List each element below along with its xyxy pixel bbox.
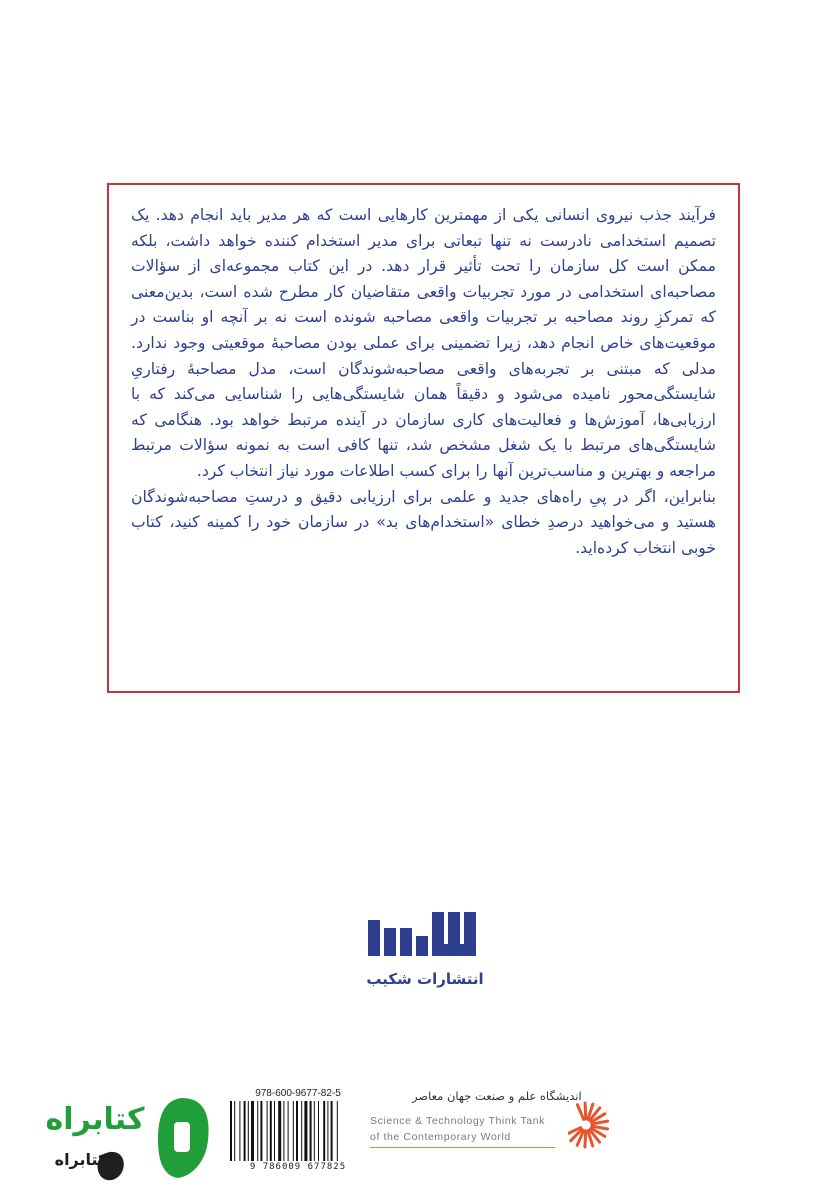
think-tank-logo	[362, 1085, 612, 1155]
blurb-paragraph-1: فرآیند جذب نیروی انسانی یکی از مهمترین کارهایی است که هر مدیر باید انجام دهد. یک تصمیم استخدامی نادرست نه تنها تبعاتی برای مدیر استخدام کننده خواهد داشت، بلکه ممکن است کل سازمان را تحت تأثیر قرار دهد. در این کتاب مجموعه‌ای از سؤالات مصاحبه‌ای استخدامی در مورد تجربیات واقعی متقاضیان کار مطرح شده است، بدین‌معنی که تمرکزِ روند مصاحبه بر تجربیات واقعی مصاحبه شونده است نه بر آنچه او بناست در موقعیت‌های خاص انجام دهد، زیرا تضمینی برای عملی بودن مصاحبهٔ موقعیتی وجود ندارد. مدلی که مبتنی بر تجربه‌های واقعی مصاحبه‌شوندگان است، مدل مصاحبهٔ رفتاریِ شایستگی‌محور نامیده می‌شود و دقیقاً همان شایستگی‌هایی را شناسایی می‌کند که با ارزیابی‌ها، آموزش‌ها و فعالیت‌های کاری سازمان در آینده مرتبط خواهد بود. هنگامی که شایستگی‌های مرتبط با یک شغل مشخص شد، تنها کافی است به نمونه سؤالات مرتبط مراجعه و بهترین و مناسب‌ترین آنها را برای کسب اطلاعات مورد نیاز انتخاب کرد.	[131, 206, 716, 480]
barcode	[228, 1101, 368, 1161]
back-cover-blurb	[131, 203, 716, 561]
blurb-paragraph-2: بنابراین، اگر در پیِ راه‌های جدید و علمی برای ارزیابی دقیق و درستِ مصاحبه‌شوندگان هستید و می‌خواهید درصدِ خطای «استخدام‌های بد» در سازمان خود را کمینه کنید، کتاب خوبی انتخاب کرده‌اید.	[131, 487, 716, 557]
store-name: کتابراه	[45, 1102, 145, 1137]
store-name-small: کتابراه	[54, 1150, 108, 1169]
think-tank-divider	[370, 1147, 555, 1148]
barcode-digits: 9 786009 677825	[249, 1162, 347, 1172]
publisher-name: انتشارات شکیب	[366, 970, 484, 988]
sunburst-icon	[568, 1085, 618, 1151]
publisher-logo-icon	[362, 908, 492, 962]
think-tank-name-en-line2: of the Contemporary World	[370, 1131, 511, 1143]
isbn-number: 978-600-9677-82-5	[255, 1088, 341, 1099]
think-tank-name-fa: اندیشگاه علم و صنعت جهان معاصر	[412, 1089, 582, 1103]
blurb-box	[107, 183, 740, 693]
think-tank-name-en-line1: Science & Technology Think Tank	[370, 1115, 546, 1127]
